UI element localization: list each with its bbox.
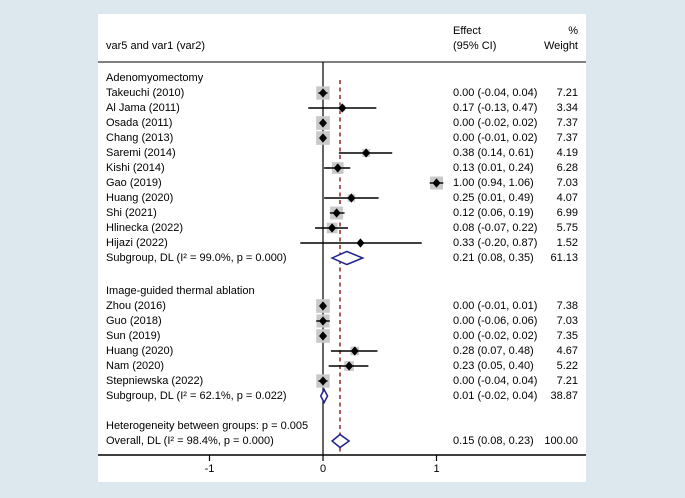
column-header-studies: var5 and var1 (var2) <box>106 40 206 52</box>
study-label: Chang (2013) <box>106 131 174 144</box>
study-label: Kishi (2014) <box>106 161 165 174</box>
overall-diamond <box>332 435 349 448</box>
overall-label: Overall, DL (I² = 98.4%, p = 0.000) <box>106 434 274 447</box>
study-label: Huang (2020) <box>106 344 174 357</box>
weight-value: 7.37 <box>556 116 578 129</box>
effect-ci-value: 0.01 (-0.02, 0.04) <box>453 389 538 402</box>
effect-ci-value: 0.00 (-0.04, 0.04) <box>453 374 538 387</box>
effect-ci-value: 0.23 (0.05, 0.40) <box>453 359 534 372</box>
study-label: Hijazi (2022) <box>106 236 168 249</box>
weight-value: 7.21 <box>556 374 578 387</box>
weight-box <box>344 361 354 371</box>
subgroup-label: Subgroup, DL (I² = 62.1%, p = 0.022) <box>106 389 287 402</box>
study-label: Sun (2019) <box>106 329 161 342</box>
weight-box <box>350 347 359 356</box>
point-estimate-marker <box>329 225 335 232</box>
weight-box <box>330 207 343 220</box>
column-header-effect-line1: Effect <box>453 25 481 37</box>
effect-ci-value: 0.38 (0.14, 0.61) <box>453 146 534 159</box>
effect-ci-value: 0.00 (-0.01, 0.01) <box>453 299 538 312</box>
group-label: Adenomyomectomy <box>106 71 204 84</box>
column-header-weight <box>518 24 578 54</box>
point-estimate-marker <box>339 105 345 112</box>
weight-value: 4.19 <box>556 146 578 159</box>
effect-ci-value: 1.00 (0.94, 1.06) <box>453 176 534 189</box>
x-axis-tick-label: -1 <box>204 463 215 475</box>
weight-value: 1.52 <box>556 236 578 249</box>
weight-value: 3.34 <box>556 101 578 114</box>
weight-box <box>316 314 329 327</box>
effect-ci-value: 0.12 (0.06, 0.19) <box>453 206 534 219</box>
heterogeneity-note: Heterogeneity between groups: p = 0.005 <box>106 419 309 432</box>
effect-ci-value: 0.00 (-0.01, 0.02) <box>453 131 538 144</box>
weight-box <box>332 162 344 174</box>
weight-value: 7.38 <box>556 299 578 312</box>
column-header-weight-line1: % <box>568 25 578 37</box>
plot-panel <box>98 14 586 482</box>
point-estimate-marker <box>320 303 326 310</box>
weight-value: 61.13 <box>550 251 578 264</box>
weight-box <box>316 86 329 99</box>
subgroup-diamond <box>332 252 363 265</box>
weight-value: 5.22 <box>556 359 578 372</box>
point-estimate-marker <box>357 240 363 247</box>
study-label: Huang (2020) <box>106 191 174 204</box>
effect-ci-value: 0.00 (-0.02, 0.02) <box>453 329 538 342</box>
study-label: Guo (2018) <box>106 314 162 327</box>
effect-ci-value: 0.25 (0.01, 0.49) <box>453 191 534 204</box>
weight-value: 7.37 <box>556 131 578 144</box>
study-label: Saremi (2014) <box>106 146 176 159</box>
weight-value: 4.07 <box>556 191 578 204</box>
weight-box <box>316 131 330 145</box>
point-estimate-marker <box>320 378 326 385</box>
study-label: Osada (2011) <box>106 116 173 129</box>
point-estimate-marker <box>346 363 352 370</box>
effect-ci-value: 0.21 (0.08, 0.35) <box>453 251 534 264</box>
study-label: Takeuchi (2010) <box>106 86 185 99</box>
study-label: Shi (2021) <box>106 206 157 219</box>
weight-value: 7.03 <box>556 176 578 189</box>
weight-value: 5.75 <box>556 221 578 234</box>
weight-value: 4.67 <box>556 344 578 357</box>
point-estimate-marker <box>320 318 326 325</box>
point-estimate-marker <box>334 210 340 217</box>
point-estimate-marker <box>335 165 341 172</box>
effect-ci-value: 0.00 (-0.06, 0.06) <box>453 314 538 327</box>
group-label: Image-guided thermal ablation <box>106 284 255 297</box>
weight-value: 7.21 <box>556 86 578 99</box>
effect-ci-value: 0.00 (-0.04, 0.04) <box>453 86 538 99</box>
point-estimate-marker <box>320 90 326 97</box>
subgroup-diamond <box>321 390 328 403</box>
weight-box <box>316 299 330 313</box>
point-estimate-marker <box>363 150 369 157</box>
effect-ci-value: 0.28 (0.07, 0.48) <box>453 344 534 357</box>
weight-value: 7.35 <box>556 329 578 342</box>
weight-box <box>316 329 330 343</box>
subgroup-label: Subgroup, DL (I² = 99.0%, p = 0.000) <box>106 251 287 264</box>
effect-ci-value: 0.33 (-0.20, 0.87) <box>453 236 538 249</box>
study-label: Gao (2019) <box>106 176 162 189</box>
weight-value: 6.28 <box>556 161 578 174</box>
point-estimate-marker <box>352 348 358 355</box>
weight-box <box>430 176 443 189</box>
effect-ci-value: 0.00 (-0.02, 0.02) <box>453 116 538 129</box>
weight-box <box>316 374 329 387</box>
weight-value: 6.99 <box>556 206 578 219</box>
column-header-effect-line2: (95% CI) <box>453 40 497 52</box>
weight-box <box>362 149 370 157</box>
weight-value: 7.03 <box>556 314 578 327</box>
study-label: Nam (2020) <box>106 359 165 372</box>
weight-box <box>359 242 362 245</box>
x-axis-tick-label: 1 <box>433 463 440 475</box>
effect-ci-value: 0.17 (-0.13, 0.47) <box>453 101 538 114</box>
x-axis-tick-label: 0 <box>319 463 327 475</box>
study-label: Zhou (2016) <box>106 299 166 312</box>
weight-value: 38.87 <box>550 389 578 402</box>
weight-box <box>348 194 356 202</box>
column-header-weight-line2: Weight <box>543 40 578 52</box>
effect-ci-value: 0.13 (0.01, 0.24) <box>453 161 534 174</box>
effect-ci-value: 0.15 (0.08, 0.23) <box>453 434 534 447</box>
weight-box <box>339 105 345 111</box>
point-estimate-marker <box>434 180 440 187</box>
point-estimate-marker <box>348 195 354 202</box>
study-label: Stepniewska (2022) <box>106 374 204 387</box>
weight-box <box>316 116 330 130</box>
weight-box <box>327 223 338 234</box>
point-estimate-marker <box>320 135 326 142</box>
point-estimate-marker <box>320 333 326 340</box>
point-estimate-marker <box>320 120 326 127</box>
study-label: Al Jama (2011) <box>106 101 180 114</box>
weight-value: 100.00 <box>544 434 578 447</box>
study-label: Hlinecka (2022) <box>106 221 184 234</box>
effect-ci-value: 0.08 (-0.07, 0.22) <box>453 221 538 234</box>
column-header-effect <box>453 24 496 54</box>
